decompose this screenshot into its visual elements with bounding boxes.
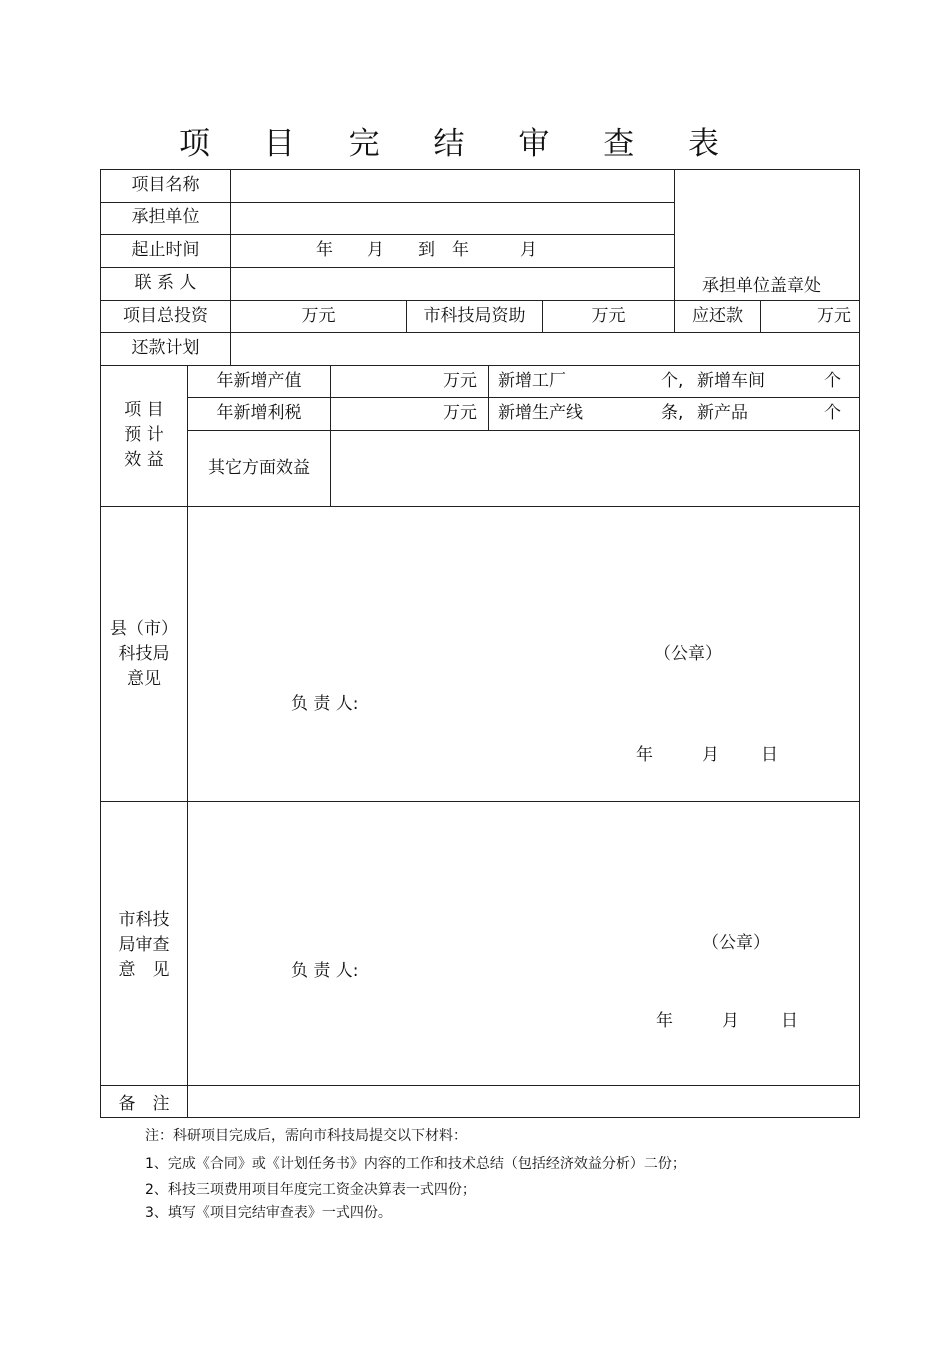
- county-label-line3: 意见: [127, 669, 161, 689]
- undertaker-field[interactable]: [231, 203, 674, 234]
- city-seal: （公章）: [702, 933, 770, 953]
- total-investment-label: 项目总投资: [123, 306, 208, 326]
- contact-label: 联 系 人: [134, 273, 197, 293]
- city-label-line2: 局审查: [118, 935, 170, 955]
- total-investment-unit: 万元: [301, 306, 336, 326]
- row-divider: [101, 234, 674, 235]
- other-benefits-field[interactable]: [331, 431, 859, 506]
- project-name-label: 项目名称: [131, 175, 200, 195]
- county-date-day: 日: [761, 745, 778, 765]
- county-seal: （公章）: [654, 644, 722, 664]
- city-date-year: 年: [656, 1011, 673, 1031]
- repayable-unit: 万元: [817, 306, 851, 326]
- contact-field[interactable]: [231, 268, 674, 300]
- new-products-label: 新产品: [697, 403, 748, 423]
- row-divider: [101, 300, 859, 301]
- new-products-unit: 个: [824, 403, 841, 423]
- note-intro: 注：科研项目完成后，需向市科技局提交以下材料：: [145, 1128, 467, 1144]
- annual-output-label: 年新增产值: [216, 371, 302, 391]
- col-divider: [488, 365, 489, 430]
- other-benefits-label: 其它方面效益: [208, 458, 310, 478]
- repay-plan-field[interactable]: [231, 333, 859, 365]
- row-divider: [101, 801, 859, 802]
- period-label: 起止时间: [131, 240, 200, 260]
- seal-area-label: 承担单位盖章处: [702, 276, 821, 296]
- new-plants-unit: 个,: [661, 371, 684, 391]
- new-workshops-label: 新增车间: [697, 371, 765, 391]
- note-item-3: 3、填写《项目完结审查表》一式四份。: [145, 1205, 392, 1221]
- remarks-label: 备 注: [118, 1094, 170, 1114]
- col-divider: [187, 365, 188, 1117]
- benefits-section-line1: 项 目: [124, 400, 164, 420]
- undertaker-label: 承担单位: [131, 207, 200, 227]
- remarks-field[interactable]: [188, 1086, 859, 1117]
- county-principal-label: 负 责 人:: [291, 694, 359, 714]
- review-form-table: [100, 169, 860, 1118]
- city-label-line1: 市科技: [118, 910, 170, 930]
- county-label-line1: 县（市）: [110, 619, 178, 639]
- row-divider: [101, 365, 859, 366]
- city-date-month: 月: [722, 1011, 739, 1031]
- form-title: 项 目 完 结 审 查 表: [178, 126, 742, 162]
- row-divider: [101, 506, 859, 507]
- period-value: 年 月 到 年 月: [316, 240, 537, 260]
- city-date-day: 日: [781, 1011, 798, 1031]
- county-date-month: 月: [702, 745, 719, 765]
- repayable-label: 应还款: [692, 306, 743, 326]
- benefits-section-line2: 预 计: [124, 425, 164, 445]
- county-date-year: 年: [636, 745, 653, 765]
- new-lines-label: 新增生产线: [498, 403, 583, 423]
- benefits-section-line3: 效 益: [124, 450, 164, 470]
- project-name-field[interactable]: [231, 170, 674, 202]
- city-principal-label: 负 责 人:: [291, 961, 359, 981]
- note-item-2: 2、科技三项费用项目年度完工资金决算表一式四份；: [145, 1182, 476, 1198]
- repay-plan-label: 还款计划: [131, 338, 200, 358]
- annual-profit-unit: 万元: [443, 403, 477, 423]
- city-funding-label: 市科技局资助: [423, 306, 526, 326]
- county-label-line2: 科技局: [118, 644, 170, 664]
- note-item-1: 1、完成《合同》或《计划任务书》内容的工作和技术总结（包括经济效益分析）二份；: [145, 1156, 686, 1172]
- row-divider: [187, 397, 859, 398]
- new-plants-label: 新增工厂: [498, 371, 566, 391]
- annual-output-unit: 万元: [443, 371, 477, 391]
- city-label-line3: 意 见: [118, 960, 170, 980]
- new-workshops-unit: 个: [824, 371, 841, 391]
- new-lines-unit: 条,: [661, 403, 684, 423]
- annual-profit-label: 年新增利税: [216, 403, 302, 423]
- city-funding-unit: 万元: [591, 306, 626, 326]
